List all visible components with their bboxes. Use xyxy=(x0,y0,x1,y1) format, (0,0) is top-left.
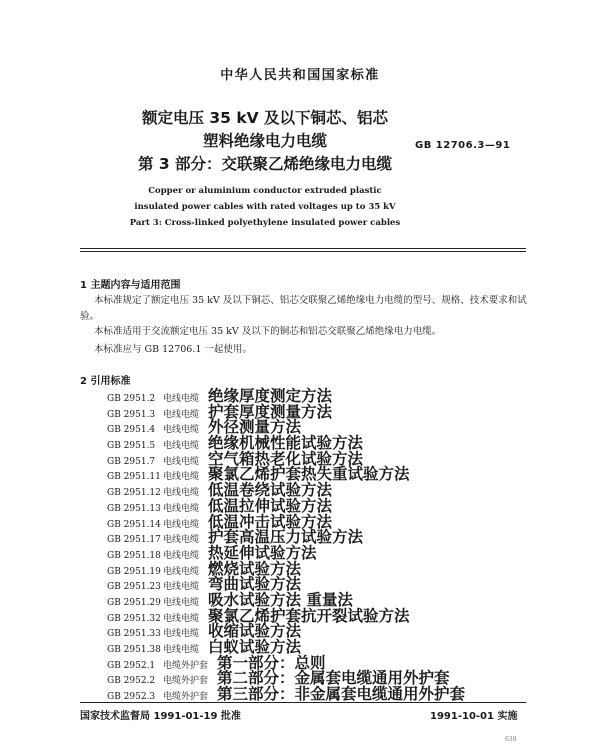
reference-series: 电线电缆 xyxy=(163,613,200,624)
reference-code: GB 2951.17 xyxy=(107,535,161,546)
reference-title: 低温卷绕试验方法 xyxy=(208,481,333,500)
header-divider-top xyxy=(80,248,526,249)
reference-code: GB 2952.2 xyxy=(107,676,156,687)
national-standard-header: 中华人民共和国国家标准 xyxy=(220,68,380,83)
reference-series: 电线电缆 xyxy=(163,394,200,404)
reference-title: 热延伸试验方法 xyxy=(208,543,317,562)
reference-code: GB 2951.5 xyxy=(107,441,156,452)
reference-title: 收缩试验方法 xyxy=(208,622,302,641)
footer-divider xyxy=(80,702,526,703)
reference-series: 电线电缆 xyxy=(163,456,200,467)
reference-code: GB 2951.19 xyxy=(107,566,161,577)
implementation-date: 1991-10-01 实施 xyxy=(430,711,518,722)
reference-item xyxy=(107,687,465,703)
reference-code: GB 2951.23 xyxy=(107,582,161,593)
reference-code: GB 2951.4 xyxy=(107,425,156,436)
reference-list xyxy=(107,389,465,703)
reference-title: 护套厚度测量方法 xyxy=(208,402,333,421)
reference-series: 电线电缆 xyxy=(163,488,200,499)
section-1-heading: 1 主题内容与适用范围 xyxy=(80,280,181,291)
section-1-paragraph-2: 本标准适用于交流额定电压 35 kV 及以下的铜芯和铝芯交联聚乙烯绝缘电力电缆。 xyxy=(94,326,442,337)
reference-series: 电线电缆 xyxy=(163,629,200,640)
reference-code: GB 2951.29 xyxy=(107,597,161,608)
reference-code: GB 2951.33 xyxy=(107,629,161,640)
section-1-paragraph-1: 本标准规定了额定电压 35 kV 及以下铜芯、铝芯交联聚乙烯绝缘电力电缆的型号、规格、技术要求和试验。 xyxy=(80,295,527,322)
reference-title: 弯曲试验方法 xyxy=(208,575,302,594)
reference-series: 电线电缆 xyxy=(163,566,200,577)
reference-code: GB 2951.18 xyxy=(107,550,161,561)
title-line-2: 塑料绝缘电力电缆 xyxy=(202,132,327,150)
reference-title: 绝缘机械性能试验方法 xyxy=(208,434,364,453)
reference-series: 电缆外护套 xyxy=(163,660,209,671)
reference-series: 电线电缆 xyxy=(163,550,200,561)
reference-code: GB 2952.1 xyxy=(107,660,156,671)
reference-code: GB 2951.3 xyxy=(107,409,156,420)
english-title-line-2: insulated power cables with rated voltages up to 35 kV xyxy=(134,202,396,212)
reference-series: 电缆外护套 xyxy=(163,676,209,687)
english-title-line-1: Copper or aluminium conductor extruded plastic xyxy=(148,186,382,196)
reference-code: GB 2951.38 xyxy=(107,645,161,655)
reference-series: 电线电缆 xyxy=(163,441,200,452)
reference-code: GB 2951.32 xyxy=(107,613,161,624)
reference-title: 吸水试验方法 重量法 xyxy=(208,590,353,609)
reference-title: 聚氯乙烯护套抗开裂试验方法 xyxy=(208,606,410,625)
reference-code: GB 2951.2 xyxy=(107,394,156,404)
reference-code: GB 2951.14 xyxy=(107,519,161,530)
reference-title: 白蚁试验方法 xyxy=(208,638,302,656)
reference-title: 绝缘厚度测定方法 xyxy=(208,387,333,405)
english-title-line-3: Part 3: Cross-linked polyethylene insulated power cables xyxy=(129,218,401,228)
approval-date: 国家技术监督局 1991-01-19 批准 xyxy=(80,711,241,722)
reference-series: 电线电缆 xyxy=(163,425,200,436)
reference-code: GB 2951.13 xyxy=(107,503,161,514)
reference-series: 电线电缆 xyxy=(163,409,200,420)
section-2-heading: 2 引用标准 xyxy=(80,376,131,387)
reference-code: GB 2951.12 xyxy=(107,488,161,499)
reference-title: 护套高温压力试验方法 xyxy=(208,528,364,547)
reference-title: 燃烧试验方法 xyxy=(208,559,302,578)
reference-series: 电缆外护套 xyxy=(163,692,209,703)
reference-series: 电线电缆 xyxy=(163,472,200,483)
reference-title: 外径测量方法 xyxy=(208,418,302,437)
reference-series: 电线电缆 xyxy=(163,645,200,655)
reference-code: GB 2951.11 xyxy=(107,472,161,483)
reference-title: 空气箱热老化试验方法 xyxy=(208,449,364,468)
reference-title: 第三部分：非金属套电缆通用外护套 xyxy=(217,685,466,704)
title-line-3: 第 3 部分：交联聚乙烯绝缘电力电缆 xyxy=(137,155,393,173)
reference-title: 第二部分：金属套电缆通用外护套 xyxy=(217,669,450,688)
header-divider-bottom xyxy=(80,251,526,252)
reference-title: 聚氯乙烯护套热失重试验方法 xyxy=(208,465,410,484)
reference-series: 电线电缆 xyxy=(163,597,200,608)
reference-series: 电线电缆 xyxy=(163,535,200,546)
reference-series: 电线电缆 xyxy=(163,519,200,530)
reference-code: GB 2951.7 xyxy=(107,456,156,467)
title-line-1: 额定电压 35 kV 及以下铜芯、铝芯 xyxy=(141,109,389,127)
standard-number: GB 12706.3—91 xyxy=(415,140,511,151)
section-1-paragraph-3: 本标准应与 GB 12706.1 一起使用。 xyxy=(94,344,252,355)
reference-title: 低温冲击试验方法 xyxy=(208,512,333,531)
reference-series: 电线电缆 xyxy=(163,503,200,514)
reference-code: GB 2952.3 xyxy=(107,692,156,703)
page-number: 639 xyxy=(505,736,517,743)
reference-title: 第一部分：总则 xyxy=(217,653,326,672)
reference-series: 电线电缆 xyxy=(163,582,200,593)
reference-title: 低温拉伸试验方法 xyxy=(208,496,333,515)
